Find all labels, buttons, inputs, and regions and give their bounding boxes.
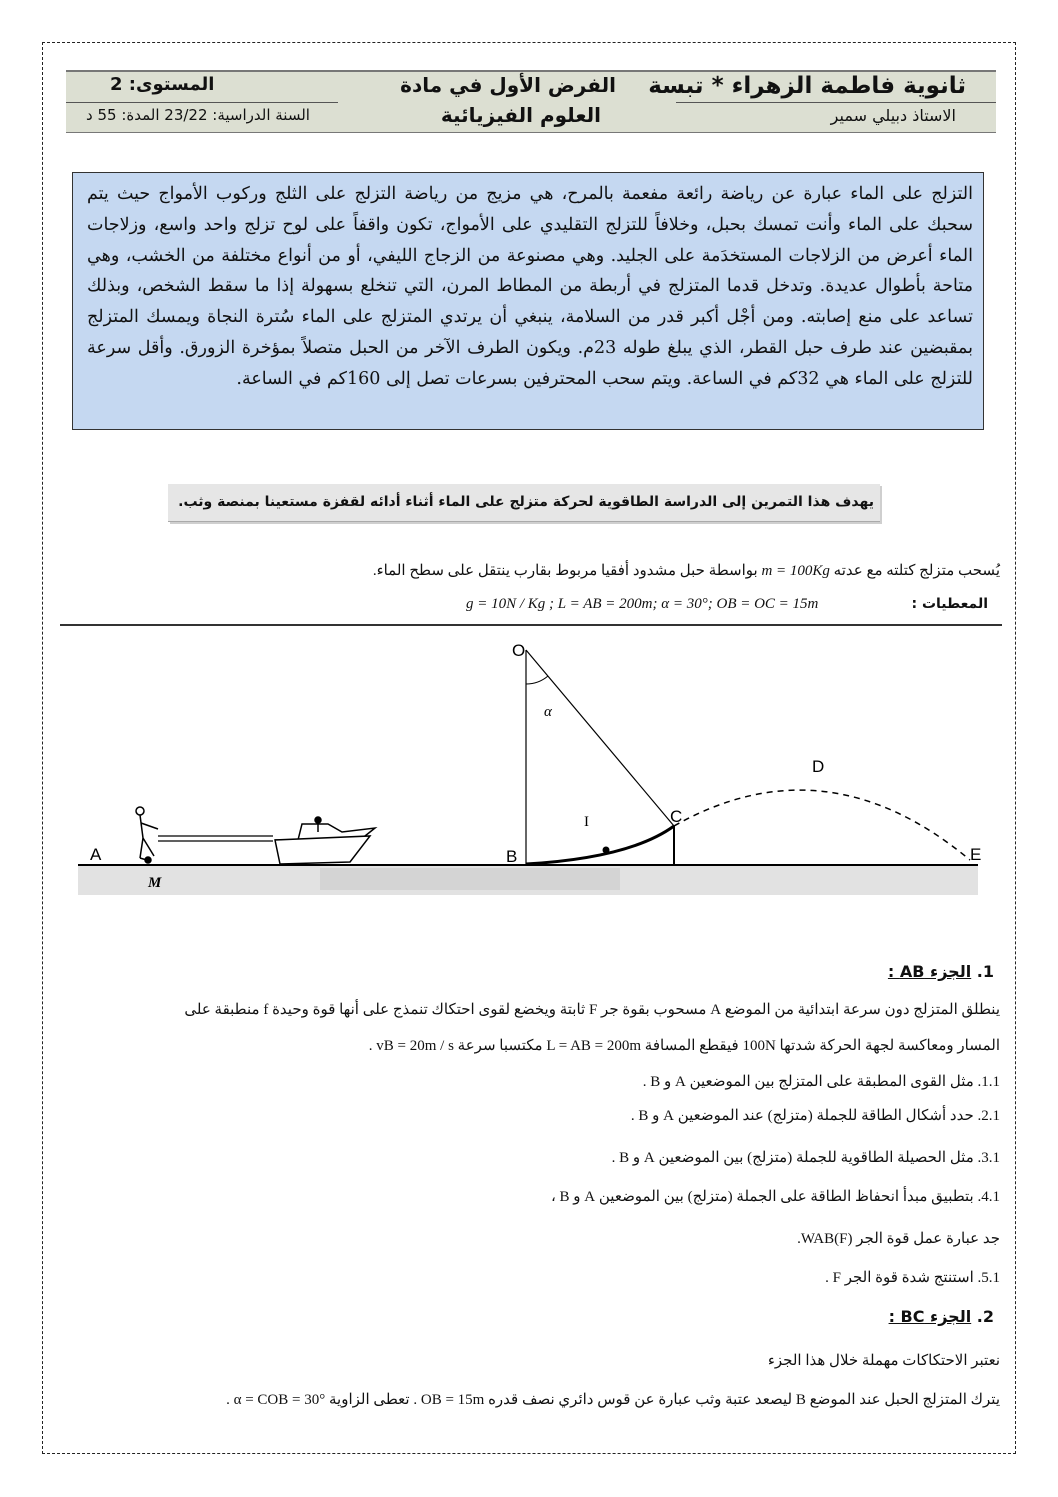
part2-statement-2: يترك المتزلج الحبل عند الموضع B ليصعد عتبة وثب عبارة عن قوس دائري نصف قدره OB = 15m . تعطى الزاوية α = COB = 30° .	[226, 1392, 1000, 1408]
question-4-1: 4.1. بتطبيق مبدأ انحفاظ الطاقة على الجملة (متزلج) بين الموضعين A و B ،	[550, 1189, 1000, 1205]
part1-statement-2: المسار ومعاكسة لجهة الحركة شدتها 100N فيقطع المسافة L = AB = 200m مكتسبا سرعة vB = 20m / s .	[368, 1038, 1000, 1054]
label-C: C	[670, 807, 683, 826]
question-2-1: 2.1. حدد أشكال الطاقة للجملة (متزلج) عند الموضعين A و B .	[630, 1108, 1000, 1124]
header-divider	[676, 102, 996, 103]
part1-heading	[888, 962, 994, 981]
boat-icon	[275, 817, 375, 864]
label-M: M	[148, 875, 162, 891]
givens-label: المعطيات :	[911, 596, 988, 612]
part2-number: 2.	[976, 1307, 994, 1326]
label-D: D	[812, 757, 825, 776]
point-I-dot	[603, 847, 610, 854]
water-splash	[320, 868, 620, 890]
header-banner	[66, 70, 996, 133]
label-I: I	[584, 814, 589, 830]
ramp-arc	[526, 826, 674, 864]
label-O: O	[512, 641, 526, 660]
part1-statement-1: ينطلق المتزلج دون سرعة ابتدائية من الموضع A مسحوب بقوة جر F ثابتة ويخضع لقوى احتكاك تنمذج على أنها قوة وحيدة f منطبقة على	[184, 1002, 1000, 1018]
intro-paragraph: التزلج على الماء عبارة عن رياضة رائعة مفعمة بالمرح، هي مزيج من رياضة التزلج على الثلج وركوب الأمواج حيث يتم سحبك على الماء وأنت تمسك بحبل، وخلافاً للتزلج التقليدي على الأمواج، تكون واقفاً على لوح تزلج واحد واسع، وزلاجات الماء أعرض من الزلاجات المستخدَمة على الجليد. وهي مصنوعة من الزجاج الليفي، أو من أنواع مختلفة من الخشب، وهي متاحة بأطوال عديدة. وتدخل قدما المتزلج في أربطة من المطاط المرن، التي تنخلع بسهولة إذا ما سقط الشخص، وبذلك تساعد على منع إصابته. ومن أجْل أكبر قدر من السلامة، ينبغي أن يرتدي المتزلج على الماء سُترة النجاة ويمسك المتزلج بمقبضين عند طرف حبل القطر، الذي يبلغ طوله 23م. ويكون الطرف الآخر من الحبل متصلاً بمؤخرة الزورق. وأقل سرعة للتزلج على الماء هي 32كم في الساعة. ويتم سحب المحترفين بسرعات تصل إلى 160كم في الساعة.	[87, 184, 973, 389]
header-divider	[66, 102, 338, 103]
label-B: B	[506, 847, 518, 866]
exercise-goal: يهدف هذا التمرين إلى الدراسة الطاقوية لحركة متزلج على الماء أثناء أدائه لقفزة مستعينا بمنصة وثب.	[168, 484, 880, 522]
statement-post: بواسطة حبل مشدود أفقيا مربوط بقارب ينتقل على سطح الماء.	[372, 563, 758, 579]
question-1-1: 1.1. مثل القوى المطبقة على المتزلج بين الموضعين A و B .	[642, 1074, 1000, 1090]
part1-number: 1.	[976, 962, 994, 981]
part1-title: الجزء AB :	[887, 962, 972, 981]
intro-text-box	[72, 172, 984, 430]
exam-title: الفرض الأول في مادة	[400, 73, 616, 97]
statement-pre: يُسحب متزلج كتلته مع عدته	[833, 563, 1000, 579]
question-5-1: 5.1. استنتج شدة قوة الجر F .	[825, 1270, 1000, 1286]
question-4-1-work: جد عبارة عمل قوة الجر WAB(F).	[797, 1231, 1000, 1247]
section-rule	[60, 624, 1002, 626]
label-alpha: α	[544, 704, 552, 720]
part2-heading	[889, 1307, 994, 1326]
level-label: المستوى: 2	[110, 74, 215, 95]
part2-statement-1: نعتبر الاحتكاكات مهملة خلال هذا الجزء	[767, 1353, 1000, 1369]
label-A: A	[90, 845, 102, 864]
year-duration: السنة الدراسية: 23/22 المدة: 55 د	[86, 106, 310, 124]
teacher-name: الاستاذ دبيلي سمير	[830, 106, 956, 125]
mass-value: m = 100Kg	[761, 563, 830, 579]
ski-jump-figure	[70, 636, 990, 906]
school-name: ثانوية فاطمة الزهراء * تبسة	[648, 73, 966, 99]
givens-values: g = 10N / Kg ; L = AB = 200m; α = 30°; OB = OC = 15m	[466, 596, 819, 612]
jump-trajectory	[674, 790, 970, 860]
question-3-1: 3.1. مثل الحصيلة الطاقوية للجملة (متزلج) بين الموضعين A و B .	[611, 1150, 1000, 1166]
angle-arc	[526, 676, 548, 684]
part2-title: الجزء BC :	[888, 1307, 972, 1326]
exam-subject: العلوم الفيزيائية	[440, 103, 601, 127]
statement-line	[373, 561, 1000, 580]
label-E: E	[970, 845, 982, 864]
skier-icon	[136, 807, 158, 863]
